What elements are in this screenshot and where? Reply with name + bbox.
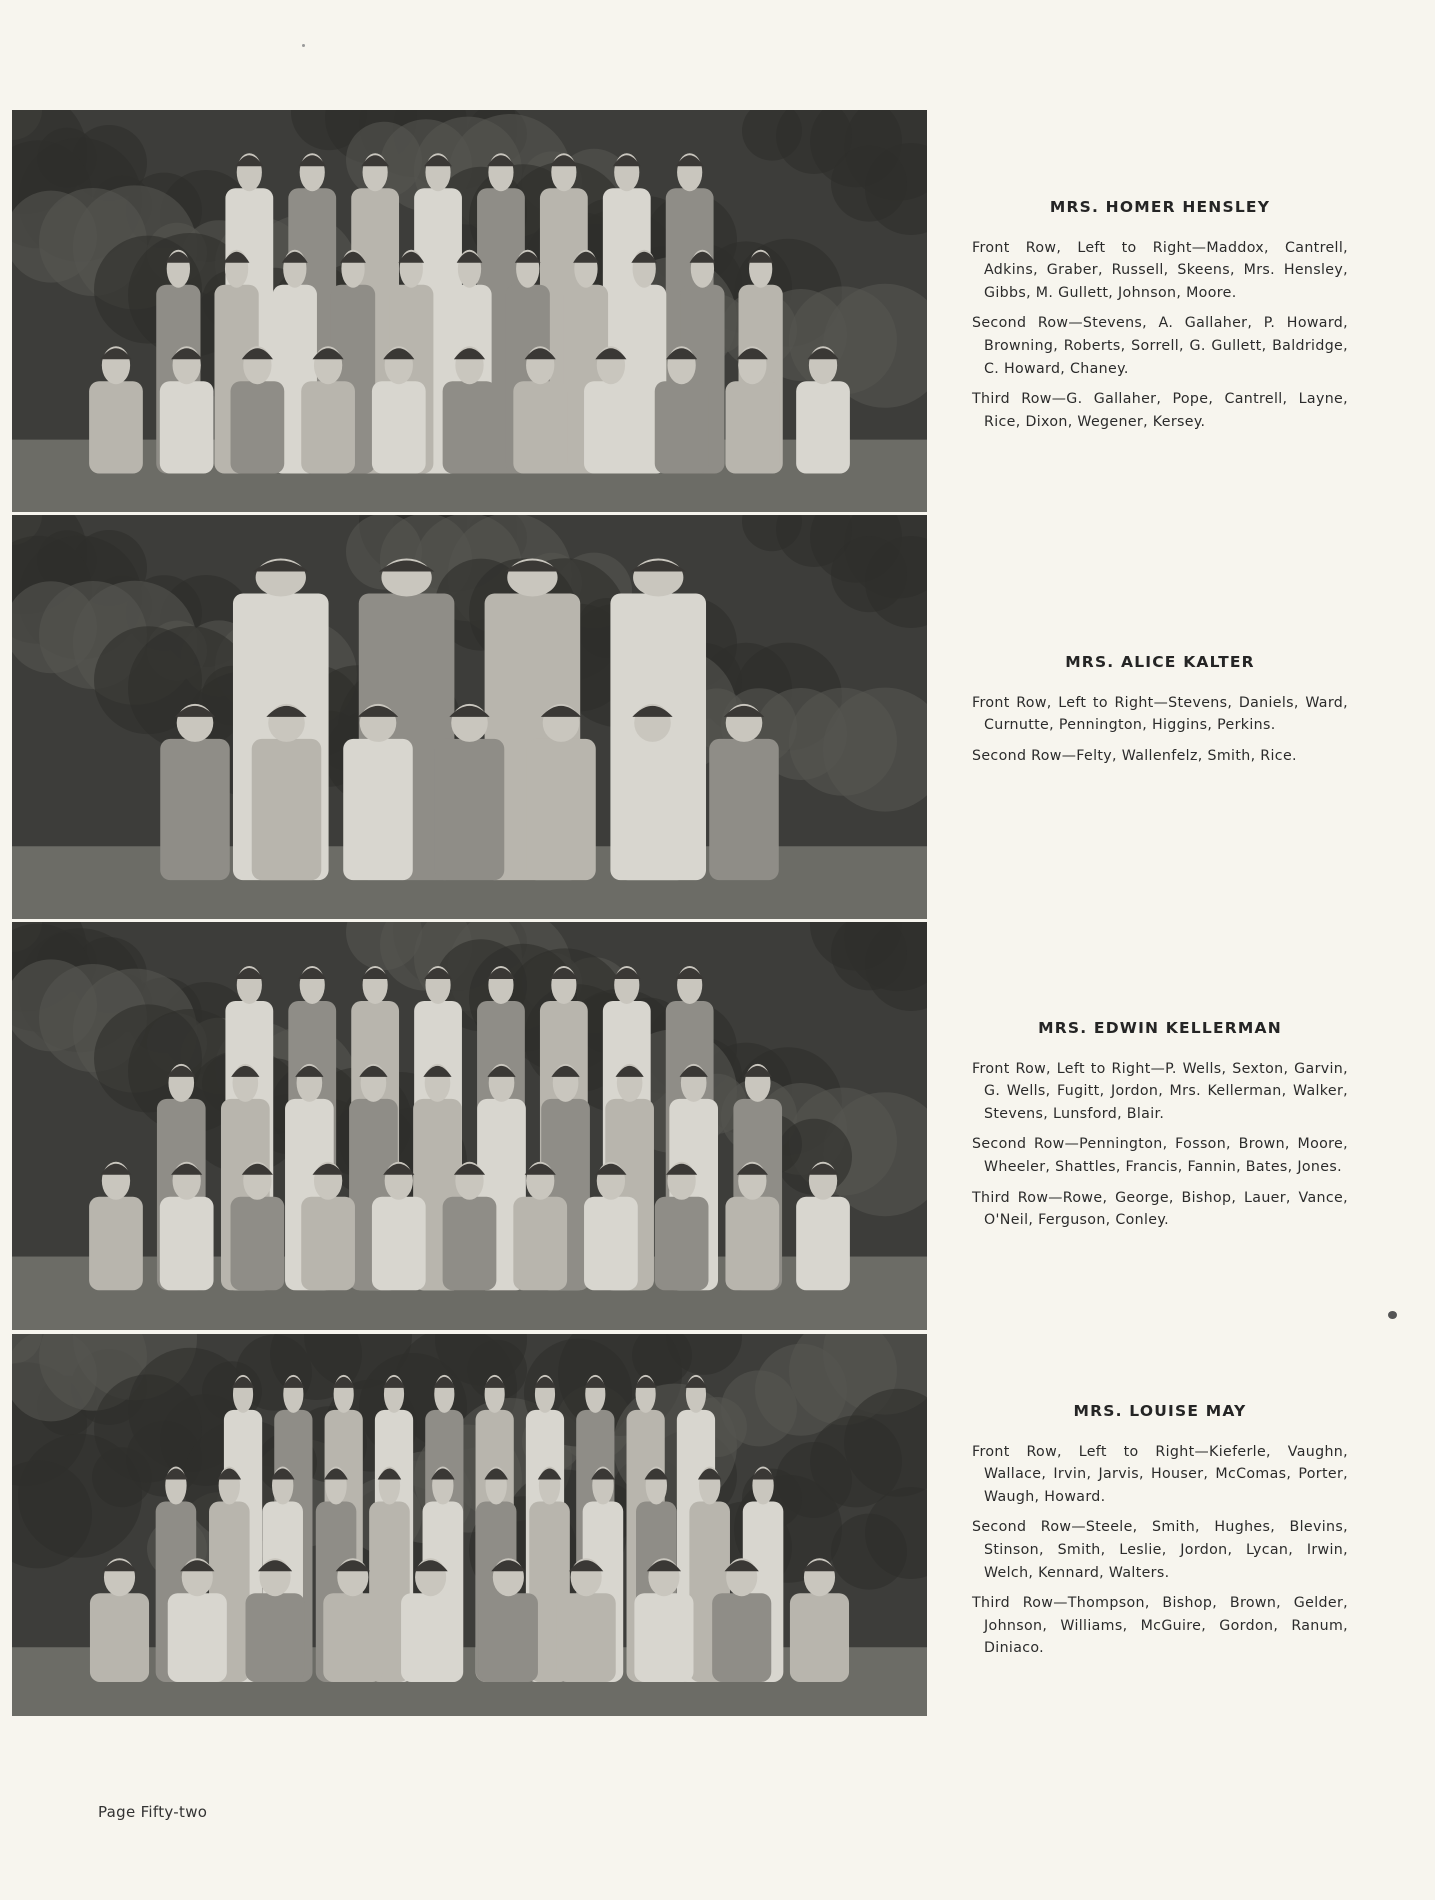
- row-names: Front Row, Left to Right—Stevens, Daniels, Ward, Curnutte, Pennington, Higgins, Perkins.: [972, 694, 1348, 734]
- may-caption: [972, 1400, 1348, 1668]
- hensley-class-photo: [12, 110, 927, 512]
- section-heading: MRS. ALICE KALTER: [1065, 653, 1255, 671]
- ink-speck: [302, 44, 305, 47]
- kellerman-class-photo: [12, 922, 927, 1330]
- row-names: Front Row, Left to Right—Kieferle, Vaughn, Wallace, Irvin, Jarvis, Houser, McComas, Porter, Waugh, Howard.: [972, 1443, 1348, 1505]
- hensley-caption: [972, 196, 1348, 441]
- may-class-photo: [12, 1334, 927, 1716]
- row-names: Front Row, Left to Right—Maddox, Cantrell, Adkins, Graber, Russell, Skeens, Mrs. Hensley, Gibbs, M. Gullett, Johnson, Moore.: [972, 239, 1348, 301]
- row-names: Third Row—G. Gallaher, Pope, Cantrell, Layne, Rice, Dixon, Wegener, Kersey.: [972, 391, 1348, 430]
- row-names: Second Row—Pennington, Fosson, Brown, Moore, Wheeler, Shattles, Francis, Fannin, Bates, Jones.: [972, 1136, 1348, 1175]
- section-heading: MRS. LOUISE MAY: [1073, 1402, 1247, 1420]
- ink-speck: [1388, 1311, 1397, 1319]
- row-names: Second Row—Felty, Wallenfelz, Smith, Rice.: [972, 747, 1297, 764]
- row-names: Front Row, Left to Right—P. Wells, Sexton, Garvin, G. Wells, Fugitt, Jordon, Mrs. Kellerman, Walker, Stevens, Lunsford, Blair.: [972, 1060, 1348, 1122]
- row-names: Second Row—Steele, Smith, Hughes, Blevins, Stinson, Smith, Leslie, Jordon, Lycan, Irwin, Welch, Kennard, Walters.: [972, 1519, 1348, 1581]
- row-names: Third Row—Rowe, George, Bishop, Lauer, Vance, O'Neil, Ferguson, Conley.: [972, 1189, 1348, 1229]
- kalter-class-photo: [12, 515, 927, 919]
- page-number: Page Fifty-two: [98, 1803, 208, 1821]
- row-names: Third Row—Thompson, Bishop, Brown, Gelder, Johnson, Williams, McGuire, Gordon, Ranum, Diniaco.: [972, 1595, 1348, 1657]
- kalter-caption: [972, 651, 1348, 775]
- row-names: Second Row—Stevens, A. Gallaher, P. Howard, Browning, Roberts, Sorrell, G. Gullett, Baldridge, C. Howard, Chaney.: [972, 315, 1348, 377]
- kellerman-caption: [972, 1017, 1348, 1240]
- section-heading: MRS. EDWIN KELLERMAN: [1038, 1019, 1282, 1037]
- section-heading: MRS. HOMER HENSLEY: [1049, 198, 1271, 216]
